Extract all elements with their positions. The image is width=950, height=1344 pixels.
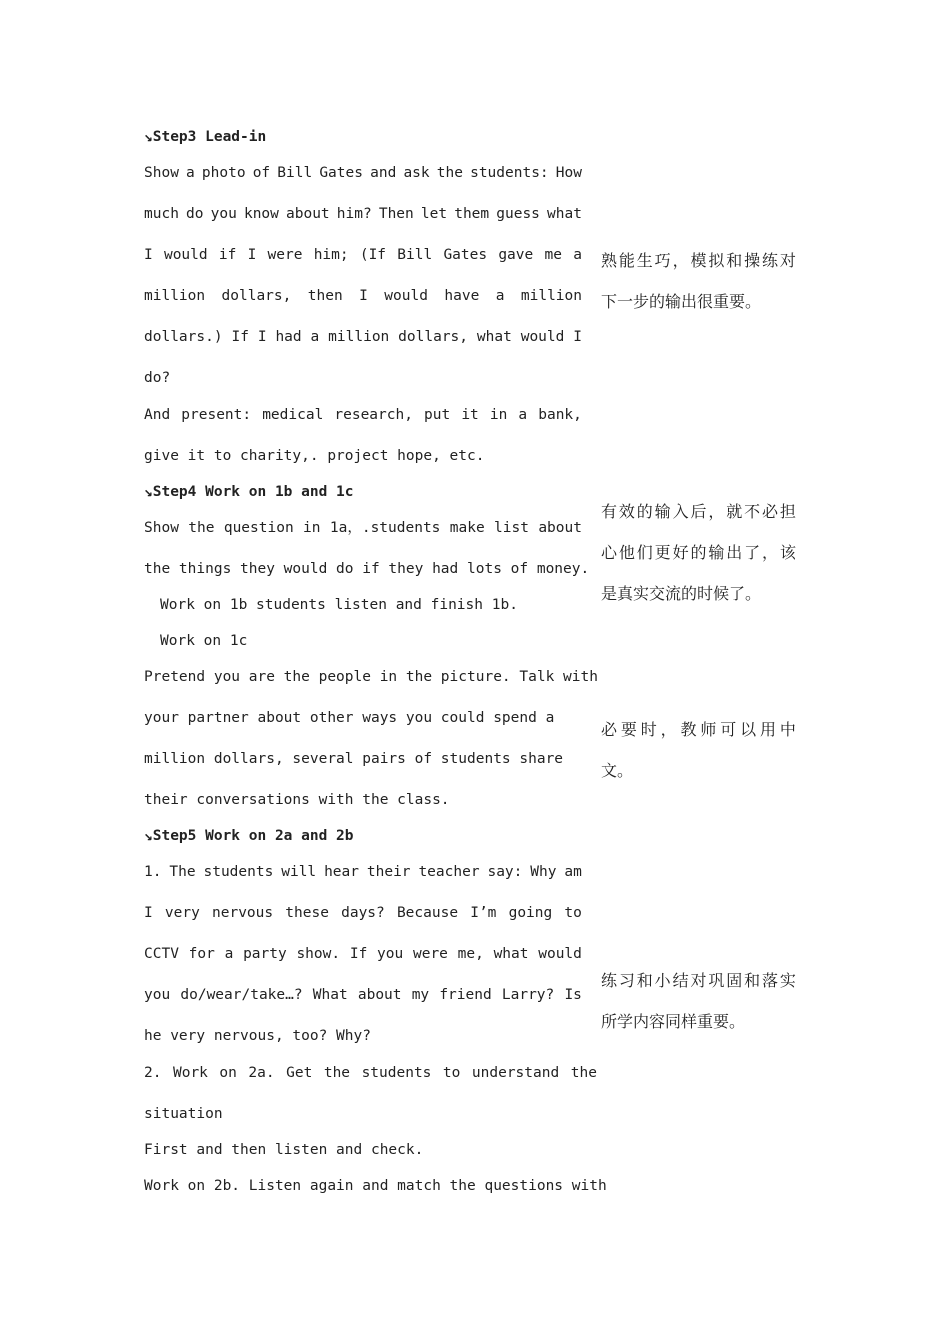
step3-line: million dollars, then I would have a million [144,288,582,304]
step5-line: I very nervous these days? Because I’m going to [144,905,582,921]
step5-line: Work on 2b. Listen again and match the questions with [144,1178,607,1194]
step3-line: give it to charity,. project hope, etc. [144,448,485,464]
note-line: 文。 [601,761,634,780]
note-line: 下一步的输出很重要。 [601,292,762,311]
note-line: 所学内容同样重要。 [601,1012,746,1031]
step5-line: he very nervous, too? Why? [144,1028,371,1044]
note-line: 练 习 和 小 结 对 巩 固 和 落 实 [601,971,796,990]
step4-line: your partner about other ways you could spend a [144,710,555,726]
step4-heading: ↘Step4 Work on 1b and 1c [144,484,354,500]
step3-line: do? [144,370,171,386]
step4-line: Show the question in 1a，.students make list about [144,520,582,536]
step5-heading: ↘Step5 Work on 2a and 2b [144,828,354,844]
step5-line: 1. The students will hear their teacher say: Why am [144,864,582,880]
step4-line: the things they would do if they had lots of money. [144,561,590,577]
step4-line: million dollars, several pairs of students share [144,751,564,767]
note-line: 是真实交流的时候了。 [601,584,762,603]
step5-line: situation [144,1106,223,1122]
step4-line: their conversations with the class. [144,792,450,808]
note-line: 有 效 的 输 入 后 ， 就 不 必 担 [601,502,796,521]
step4-line: Pretend you are the people in the picture. Talk with [144,669,598,685]
step3-line: And present: medical research, put it in a bank, [144,407,582,423]
note-line: 心 他 们 更 好 的 输 出 了 ， 该 [601,543,796,562]
step5-line: 2. Work on 2a. Get the students to understand the [144,1065,597,1081]
note-line: 熟 能 生 巧 ， 模 拟 和 操 练 对 [601,251,796,270]
step3-line: I would if I were him; (If Bill Gates gave me a [144,247,582,263]
step5-line: CCTV for a party show. If you were me, what would [144,946,582,962]
note-line: 必 要 时 ， 教 师 可 以 用 中 [601,720,796,739]
step3-line: dollars.) If I had a million dollars, what would I [144,329,582,345]
step3-heading: ↘Step3 Lead-in [144,129,267,145]
step3-line: much do you know about him? Then let them guess what [144,206,582,222]
step5-line: First and then listen and check. [144,1142,424,1158]
step4-line: Work on 1c [160,633,248,649]
step5-line: you do/wear/take…? What about my friend Larry? Is [144,987,582,1003]
step3-line: Show a photo of Bill Gates and ask the students: How [144,165,582,181]
step4-line: Work on 1b students listen and finish 1b. [160,597,518,613]
